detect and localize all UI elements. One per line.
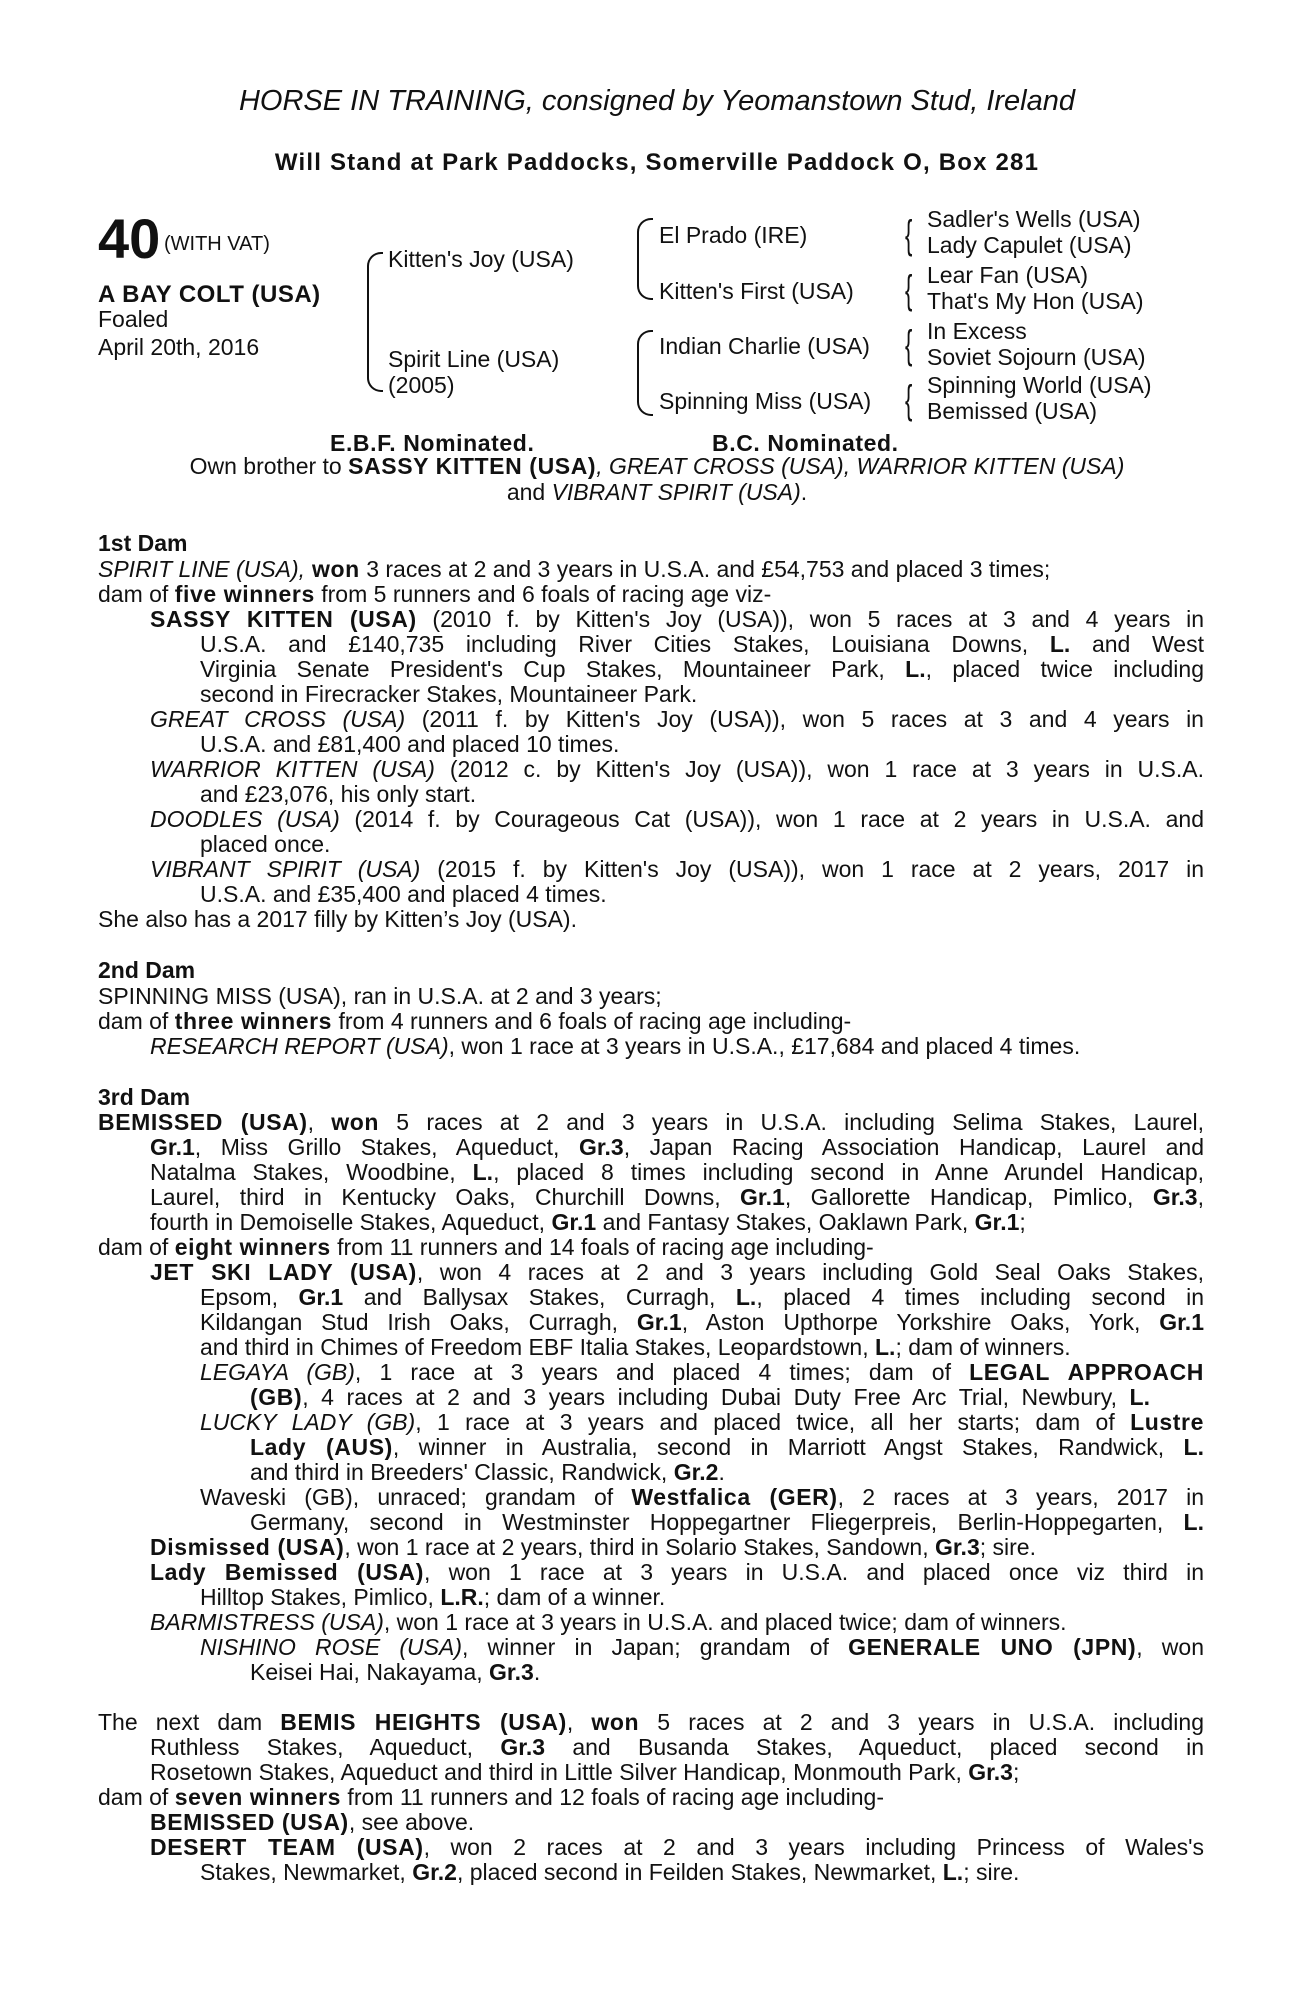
horse-description: A BAY COLT (USA) — [98, 281, 321, 308]
lucky-lady-line-2: Lady (AUS), winner in Australia, second in Marriott Angst Stakes, Randwick, L. — [250, 1434, 1204, 1460]
doodles-line-2: placed once. — [200, 831, 331, 857]
dismissed-line: Dismissed (USA), won 1 race at 2 years, third in Solario Stakes, Sandown, Gr.3; sire. — [150, 1534, 1036, 1560]
vat-note: (WITH VAT) — [164, 233, 270, 255]
sire: Kitten's Joy (USA) — [388, 246, 574, 272]
bemissed-line-2: Gr.1, Miss Grillo Stakes, Aqueduct, Gr.3, Japan Racing Association Handicap, Laurel and — [150, 1134, 1204, 1160]
ebf-nomination: E.B.F. Nominated. — [330, 430, 535, 456]
sire-sire-dam: Lady Capulet (USA) — [927, 232, 1132, 258]
dam-sire-sire: In Excess — [927, 318, 1027, 344]
next-dam-line-3: Rosetown Stakes, Aqueduct and third in Little Silver Handicap, Monmouth Park, Gr.3; — [150, 1759, 1020, 1785]
waveski-line-2: Germany, second in Westminster Hoppegartner Fliegerpreis, Berlin-Hoppegarten, L. — [250, 1509, 1204, 1535]
own-brother-line-2: and VIBRANT SPIRIT (USA). — [506, 479, 808, 505]
jet-ski-lady-line-1: JET SKI LADY (USA), won 4 races at 2 and 3 years including Gold Seal Oaks Stakes, — [150, 1259, 1204, 1285]
vibrant-spirit-line-1: VIBRANT SPIRIT (USA) (2015 f. by Kitten's Joy (USA)), won 1 race at 2 years, 2017 in — [150, 856, 1204, 882]
first-dam-heading: 1st Dam — [98, 530, 188, 556]
jet-ski-lady-line-2: Epsom, Gr.1 and Ballysax Stakes, Curragh, L., placed 4 times including second in — [200, 1284, 1204, 1310]
lady-bemissed-line-1: Lady Bemissed (USA), won 1 race at 3 years in U.S.A. and placed once viz third in — [150, 1559, 1204, 1585]
waveski-line-1: Waveski (GB), unraced; grandam of Westfalica (GER), 2 races at 3 years, 2017 in — [200, 1484, 1205, 1510]
desert-team-line-2: Stakes, Newmarket, Gr.2, placed second in Feilden Stakes, Newmarket, L.; sire. — [200, 1859, 1020, 1885]
own-brother-line-1: Own brother to SASSY KITTEN (USA), GREAT CROSS (USA), WARRIOR KITTEN (USA) — [189, 453, 1125, 479]
pedigree-bracket-dam — [637, 330, 653, 416]
dam-year: (2005) — [388, 372, 455, 398]
dam-sire: Indian Charlie (USA) — [659, 333, 870, 359]
bemissed-line-3: Natalma Stakes, Woodbine, L., placed 8 times including second in Anne Arundel Handicap, — [150, 1159, 1204, 1185]
bemissed-line-5: fourth in Demoiselle Stakes, Aqueduct, Gr.1 and Fantasy Stakes, Oaklawn Park, Gr.1; — [150, 1209, 1026, 1235]
dam-dam-sire: Spinning World (USA) — [927, 372, 1152, 398]
great-cross-line-1: GREAT CROSS (USA) (2011 f. by Kitten's Joy (USA)), won 5 races at 3 and 4 years in — [150, 706, 1204, 732]
barmistress-line: BARMISTRESS (USA), won 1 race at 3 years in U.S.A. and placed twice; dam of winners. — [150, 1609, 1067, 1635]
lucky-lady-line-1: LUCKY LADY (GB), 1 race at 3 years and placed twice, all her starts; dam of Lustre — [200, 1409, 1205, 1435]
jet-ski-lady-line-4: and third in Chimes of Freedom EBF Italia Stakes, Leopardstown, L.; dam of winners. — [200, 1334, 1071, 1360]
foaled-date: April 20th, 2016 — [98, 334, 260, 360]
lot-number: 40 — [98, 207, 161, 270]
brace-sd: { — [905, 268, 913, 312]
next-dam-bemissed-line: BEMISSED (USA), see above. — [150, 1809, 475, 1835]
sassy-kitten-line-2: U.S.A. and £140,735 including River Cities Stakes, Louisiana Downs, L. and West — [200, 631, 1204, 657]
next-dam-line-1: The next dam BEMIS HEIGHTS (USA), won 5 races at 2 and 3 years in U.S.A. including — [98, 1709, 1205, 1735]
foaled-label: Foaled — [98, 306, 169, 332]
brace-dd: { — [905, 378, 913, 422]
dam-dam: Spinning Miss (USA) — [659, 388, 872, 414]
pedigree-bracket-sire — [637, 218, 653, 300]
research-report-line: RESEARCH REPORT (USA), won 1 race at 3 years in U.S.A., £17,684 and placed 4 times. — [150, 1033, 1081, 1059]
stand-location: Will Stand at Park Paddocks, Somerville Paddock O, Box 281 — [274, 149, 1040, 176]
lady-bemissed-line-2: Hilltop Stakes, Pimlico, L.R.; dam of a winner. — [200, 1584, 666, 1610]
filly-note: She also has a 2017 filly by Kitten’s Joy (USA). — [98, 906, 577, 932]
sire-dam-sire: Lear Fan (USA) — [927, 262, 1089, 288]
second-dam-heading: 2nd Dam — [98, 957, 196, 983]
sassy-kitten-line-4: second in Firecracker Stakes, Mountaineer Park. — [200, 681, 698, 707]
sassy-kitten-line-3: Virginia Senate President's Cup Stakes, Mountaineer Park, L., placed twice including — [200, 656, 1204, 682]
bemissed-line-1: BEMISSED (USA), won 5 races at 2 and 3 years in U.S.A. including Selima Stakes, Laurel, — [98, 1109, 1204, 1135]
dam-dam-dam: Bemissed (USA) — [927, 398, 1097, 424]
desert-team-line-1: DESERT TEAM (USA), won 2 races at 2 and 3 years including Princess of Wales's — [150, 1834, 1205, 1860]
nishino-rose-line-1: NISHINO ROSE (USA), winner in Japan; grandam of GENERALE UNO (JPN), won — [200, 1634, 1204, 1660]
first-dam-line-2: dam of five winners from 5 runners and 6 foals of racing age viz- — [98, 581, 772, 607]
nishino-rose-line-2: Keisei Hai, Nakayama, Gr.3. — [250, 1659, 541, 1685]
great-cross-line-2: U.S.A. and £81,400 and placed 10 times. — [200, 731, 620, 757]
vibrant-spirit-line-2: U.S.A. and £35,400 and placed 4 times. — [200, 881, 607, 907]
sire-dam-dam: That's My Hon (USA) — [927, 288, 1144, 314]
dam: Spirit Line (USA) — [388, 346, 560, 372]
second-dam-line-2: dam of three winners from 4 runners and 6 foals of racing age including- — [98, 1008, 852, 1034]
legaya-line-2: (GB), 4 races at 2 and 3 years including Dubai Duty Free Arc Trial, Newbury, L. — [250, 1384, 1150, 1410]
bemissed-line-4: Laurel, third in Kentucky Oaks, Churchill Downs, Gr.1, Gallorette Handicap, Pimlico, Gr.3, — [150, 1184, 1204, 1210]
legaya-line-1: LEGAYA (GB), 1 race at 3 years and placed 4 times; dam of LEGAL APPROACH — [200, 1359, 1204, 1385]
sassy-kitten-line-1: SASSY KITTEN (USA) (2010 f. by Kitten's Joy (USA)), won 5 races at 3 and 4 years in — [150, 606, 1204, 632]
brace-ss: { — [905, 213, 913, 257]
sire-dam: Kitten's First (USA) — [659, 278, 854, 304]
doodles-line-1: DOODLES (USA) (2014 f. by Courageous Cat (USA)), won 1 race at 2 years in U.S.A. and — [150, 806, 1204, 832]
warrior-kitten-line-1: WARRIOR KITTEN (USA) (2012 c. by Kitten's Joy (USA)), won 1 race at 3 years in U.S.A. — [150, 756, 1204, 782]
brace-ds: { — [905, 323, 913, 367]
third-dam-heading: 3rd Dam — [98, 1084, 191, 1110]
pedigree-bracket-gen1 — [367, 252, 383, 392]
page-title: HORSE IN TRAINING, consigned by Yeomanstown Stud, Ireland — [238, 85, 1075, 117]
bc-nomination: B.C. Nominated. — [712, 430, 899, 456]
next-dam-line-2: Ruthless Stakes, Aqueduct, Gr.3 and Busanda Stakes, Aqueduct, placed second in — [150, 1734, 1204, 1760]
lucky-lady-line-3: and third in Breeders' Classic, Randwick, Gr.2. — [250, 1459, 725, 1485]
dam-sire-dam: Soviet Sojourn (USA) — [927, 344, 1146, 370]
sire-sire-sire: Sadler's Wells (USA) — [927, 206, 1141, 232]
next-dam-line-4: dam of seven winners from 11 runners and 12 foals of racing age including- — [98, 1784, 884, 1810]
bemissed-line-6: dam of eight winners from 11 runners and 14 foals of racing age including- — [98, 1234, 874, 1260]
sire-sire: El Prado (IRE) — [659, 222, 808, 248]
second-dam-line-1: SPINNING MISS (USA), ran in U.S.A. at 2 and 3 years; — [98, 983, 662, 1009]
warrior-kitten-line-2: and £23,076, his only start. — [200, 781, 477, 807]
first-dam-line-1: SPIRIT LINE (USA), won 3 races at 2 and 3 years in U.S.A. and £54,753 and placed 3 times; — [98, 556, 1051, 582]
jet-ski-lady-line-3: Kildangan Stud Irish Oaks, Curragh, Gr.1, Aston Upthorpe Yorkshire Oaks, York, Gr.1 — [200, 1309, 1204, 1335]
